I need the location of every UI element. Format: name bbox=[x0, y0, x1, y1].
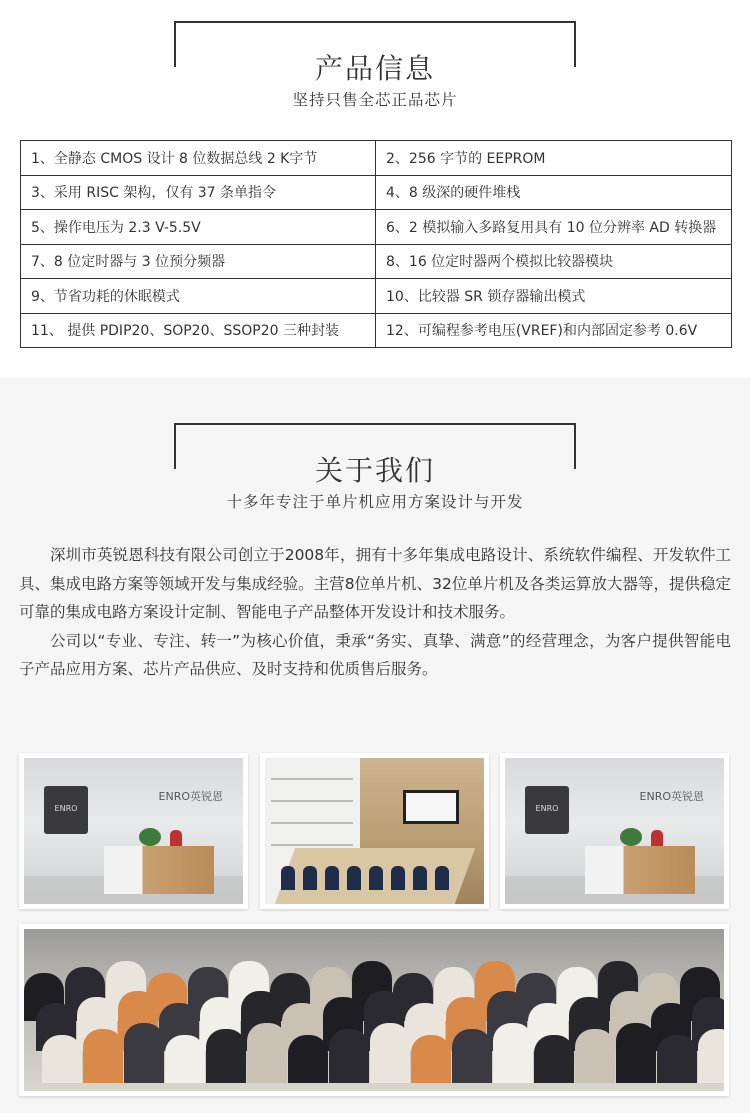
team-group-photo bbox=[19, 924, 729, 1096]
spec-row bbox=[21, 313, 732, 348]
company-brand-sign: ENRO英锐恩 bbox=[639, 790, 704, 803]
about-title: 关于我们 bbox=[314, 454, 435, 487]
spec-cell: 5、操作电压为 2.3 V-5.5V bbox=[21, 210, 376, 245]
spec-row bbox=[21, 210, 732, 245]
about-body bbox=[19, 541, 731, 684]
spec-row bbox=[21, 175, 732, 210]
spec-row bbox=[21, 244, 732, 279]
product-info-section bbox=[0, 0, 750, 378]
meeting-screen bbox=[403, 790, 459, 824]
spec-cell: 6、2 模拟输入多路复用具有 10 位分辨率 AD 转换器 bbox=[376, 210, 732, 245]
spec-table bbox=[20, 140, 732, 348]
product-title: 产品信息 bbox=[314, 52, 435, 85]
spec-row bbox=[21, 279, 732, 314]
spec-row bbox=[21, 141, 732, 176]
about-section bbox=[0, 378, 750, 1113]
about-paragraph-1: 深圳市英锐恩科技有限公司创立于2008年，拥有十多年集成电路设计、系统软件编程、开发软件工具、集成电路方案等领域开发与集成经验。主营8位单片机、32位单片机及各类运算放大器等，提供稳定可靠的集成电路方案设计定制、智能电子产品整体开发设计和技术服务。 bbox=[19, 546, 731, 621]
company-logo: ENRO bbox=[525, 786, 569, 834]
company-logo: ENRO bbox=[44, 786, 88, 834]
spec-cell: 1、全静态 CMOS 设计 8 位数据总线 2 K字节 bbox=[21, 141, 376, 176]
about-subtitle: 十多年专注于单片机应用方案设计与开发 bbox=[226, 493, 524, 511]
spec-cell: 4、8 级深的硬件堆栈 bbox=[376, 175, 732, 210]
product-subtitle: 坚持只售全芯正品芯片 bbox=[292, 91, 458, 109]
spec-cell: 2、256 字节的 EEPROM bbox=[376, 141, 732, 176]
spec-cell: 9、节省功耗的休眠模式 bbox=[21, 279, 376, 314]
office-photo-2 bbox=[500, 753, 729, 909]
product-title-frame bbox=[174, 21, 576, 85]
about-title-frame bbox=[174, 423, 576, 487]
spec-cell: 10、比较器 SR 锁存器输出模式 bbox=[376, 279, 732, 314]
spec-cell: 3、采用 RISC 架构，仅有 37 条单指令 bbox=[21, 175, 376, 210]
office-photo-1 bbox=[19, 753, 248, 909]
spec-cell: 8、16 位定时器两个模拟比较器模块 bbox=[376, 244, 732, 279]
spec-cell: 11、 提供 PDIP20、SOP20、SSOP20 三种封装 bbox=[21, 313, 376, 348]
spec-cell: 12、可编程参考电压(VREF)和内部固定参考 0.6V bbox=[376, 313, 732, 348]
about-paragraph-2: 公司以“专业、专注、转一”为核心价值，秉承“务实、真挚、满意”的经营理念，为客户提供智能电子产品应用方案、芯片产品供应、及时支持和优质售后服务。 bbox=[19, 631, 731, 678]
meeting-photo bbox=[260, 753, 489, 909]
company-brand-sign: ENRO英锐恩 bbox=[158, 790, 223, 803]
spec-cell: 7、8 位定时器与 3 位预分频器 bbox=[21, 244, 376, 279]
